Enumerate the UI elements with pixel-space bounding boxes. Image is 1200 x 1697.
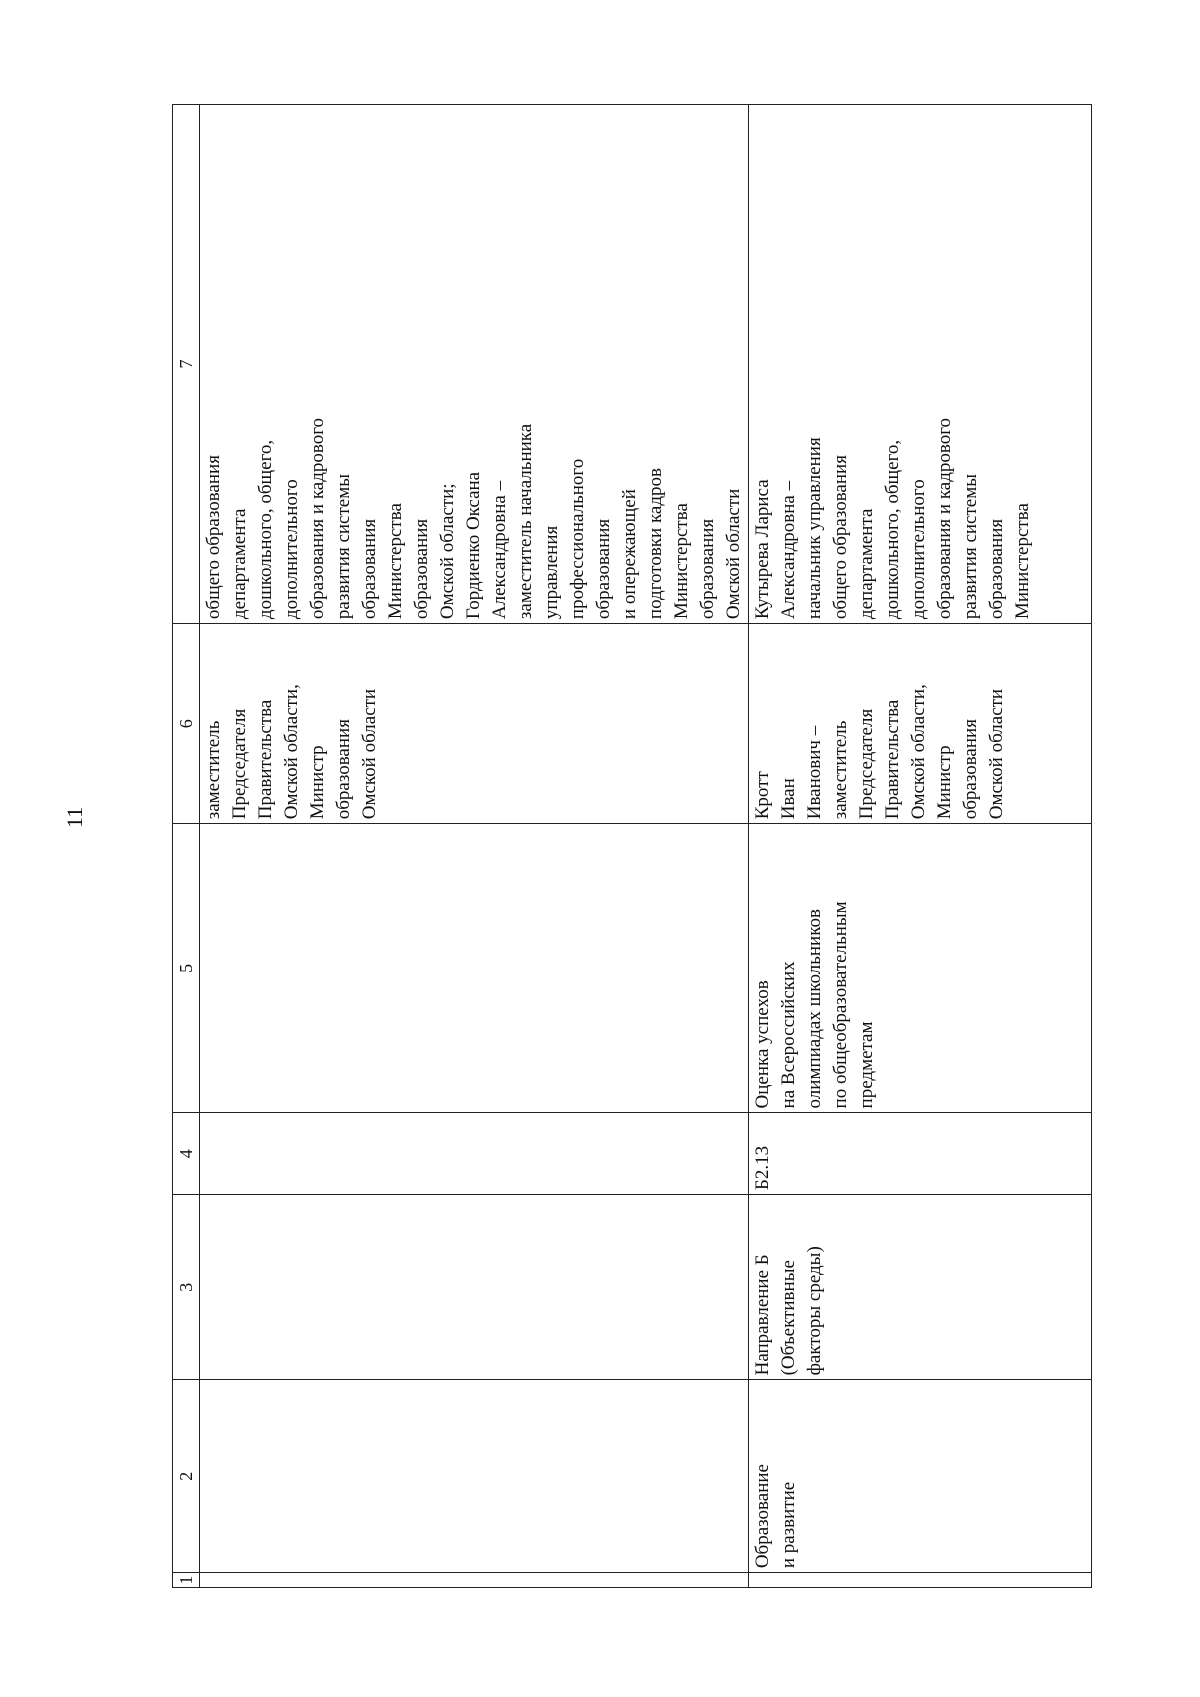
header-cell: 7 [173,105,200,624]
cell-text-line: олимпиадах школьников [804,909,825,1109]
cell-text-line: образования и кадрового [307,417,328,620]
cell-text-line: образования [960,719,981,820]
cell-text-line: заместитель начальника [515,423,536,620]
cell-text-line: Иван [778,778,799,820]
table-row [749,105,1092,1588]
cell-text-line: начальник управления [804,437,825,620]
cell-text-line: дополнительного [908,479,929,620]
table-cell [200,1113,749,1195]
header-cell: 1 [173,1573,200,1588]
cell-text-line: Омской области [359,688,380,820]
cell-text-line: Министерства [385,503,406,620]
cell-text-line: Омской области; [437,483,458,620]
cell-text-line: образования [359,518,380,620]
cell-text-line: по общеобразовательным [830,901,851,1109]
cell-text-line: Министерства [1012,503,1033,620]
table-row [200,105,749,1588]
cell-text-line: Б2.13 [752,1145,773,1191]
table-cell [749,824,1092,1113]
cell-text-line: Направление Б [752,1254,773,1376]
cell-text-line: образования [333,719,354,820]
cell-text-line: Министр [934,745,955,820]
cell-text-line: Иванович – [804,725,825,820]
cell-text-line: предметам [856,1021,877,1109]
cell-text-line: дошкольного, общего, [882,439,903,620]
cell-text-line: образования [986,518,1007,620]
cell-text-line: образования [411,518,432,620]
cell-text-line: факторы среды) [804,1246,825,1376]
table-cell [200,1195,749,1380]
document-table [172,104,1092,1588]
table-cell [200,824,749,1113]
table-cell [200,1380,749,1573]
cell-text-line: Кутырева Лариса [752,479,773,620]
table-cell [749,624,1092,824]
cell-text-line: развития системы [333,473,354,620]
cell-text-line: Александровна – [778,480,799,620]
cell-text-line: дополнительного [281,479,302,620]
cell-text-line: профессионального [567,458,588,620]
cell-text-line: Председателя [856,708,877,820]
table-cell [749,1195,1092,1380]
cell-text-line: общего образования [203,455,224,620]
cell-text-line: Александровна – [489,480,510,620]
table-cell [200,624,749,824]
cell-text-line: (Объективные [778,1260,799,1376]
table-cell [200,105,749,624]
cell-text-line: Правительства [882,699,903,820]
page-number: 11 [62,806,87,828]
cell-text-line: Образование [752,1464,773,1569]
table-header-row [173,105,200,1588]
header-cell: 3 [173,1195,200,1380]
header-cell: 6 [173,624,200,824]
cell-text-line: образования и кадрового [934,417,955,620]
cell-text-line: Министр [307,745,328,820]
cell-text-line: и опережающей [619,489,640,620]
cell-text-line: Омской области, [281,684,302,820]
cell-text-line: общего образования [830,455,851,620]
cell-text-line: Министерства [671,503,692,620]
cell-text-line: развития системы [960,473,981,620]
cell-text-line: образования [593,518,614,620]
cell-text-line: Омской области, [908,684,929,820]
cell-text-line: Кротт [752,771,773,820]
cell-text-line: департамента [229,508,250,620]
header-cell: 4 [173,1113,200,1195]
header-cell: 2 [173,1380,200,1573]
cell-text-line: образования [697,518,718,620]
header-cell: 5 [173,824,200,1113]
cell-text-line: Правительства [255,699,276,820]
cell-text-line: дошкольного, общего, [255,439,276,620]
table-cell [749,1573,1092,1588]
cell-text-line: Председателя [229,708,250,820]
cell-text-line: на Всероссийских [778,961,799,1109]
table-cell [200,1573,749,1588]
table-cell [749,1113,1092,1195]
cell-text-line: заместитель [203,720,224,820]
cell-text-line: подготовки кадров [645,468,666,620]
cell-text-line: заместитель [830,720,851,820]
table-cell [749,1380,1092,1573]
cell-text-line: Омской области [986,688,1007,820]
cell-text-line: Омской области [723,488,744,620]
cell-text-line: Оценка успехов [752,980,773,1109]
cell-text-line: управления [541,525,562,620]
table-cell [749,105,1092,624]
cell-text-line: департамента [856,508,877,620]
cell-text-line: Гордиенко Оксана [463,471,484,620]
cell-text-line: и развитие [778,1481,799,1569]
